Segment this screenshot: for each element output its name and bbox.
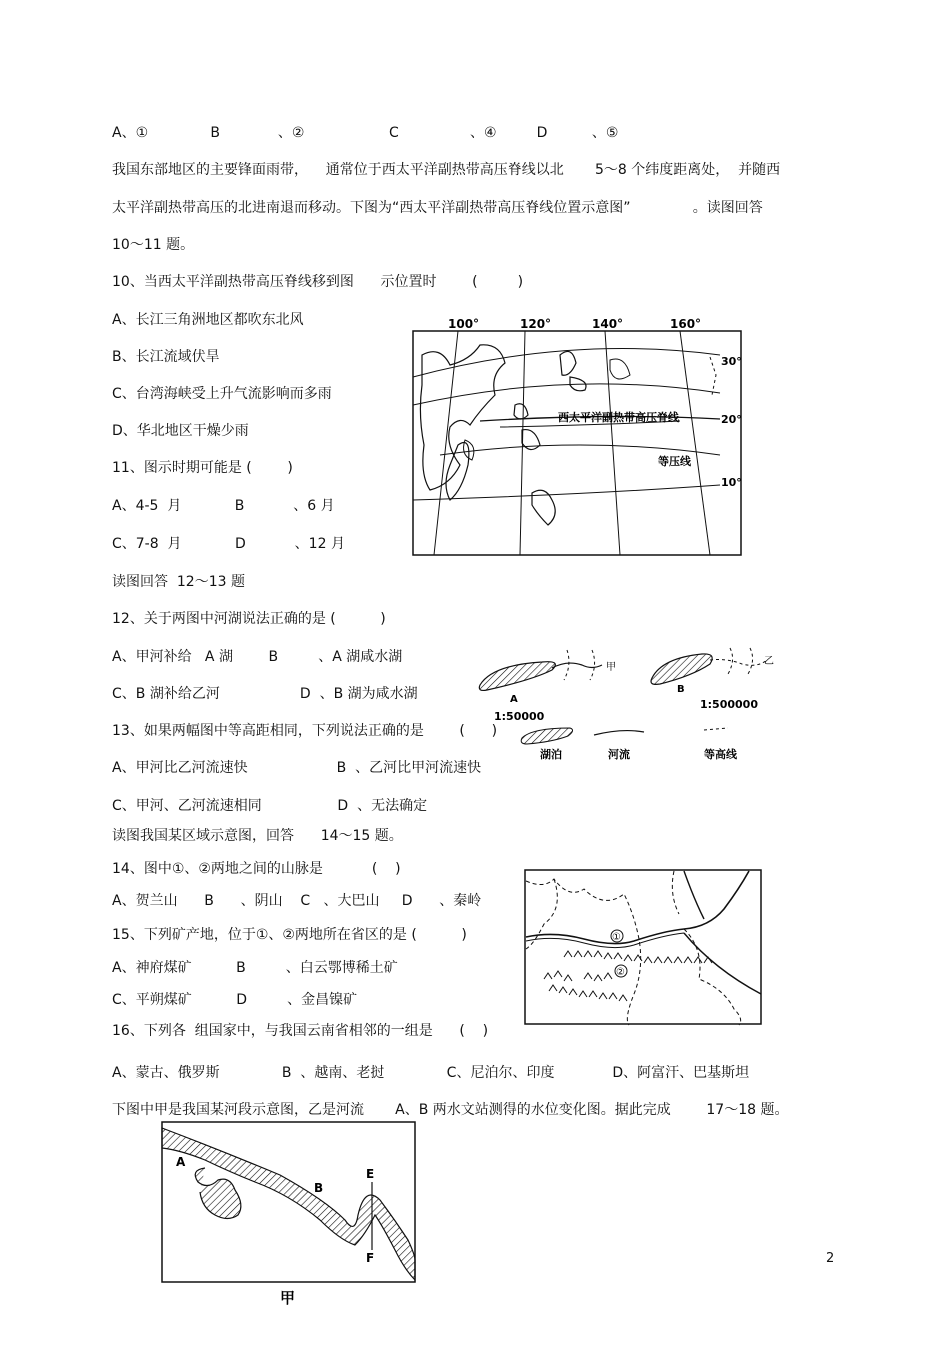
- lat-label-30: 30°: [721, 355, 742, 368]
- page-number: 2: [826, 1251, 835, 1266]
- lon-label-140: 140°: [592, 317, 624, 331]
- q13-options-cd: C、甲河、乙河流速相同 D 、无法确定: [112, 798, 428, 814]
- q9-options: A、① B 、② C 、④ D 、⑤: [112, 125, 619, 141]
- q13-options-ab: A、甲河比乙河流速快 B 、乙河比甲河流速快: [112, 760, 482, 776]
- scale-b: 1:500000: [700, 698, 758, 711]
- q11-options-ab: A、4-5 月 B 、6 月: [112, 498, 335, 514]
- question-10: 10、当西太平洋副热带高压脊线移到图 示位置时 ( ): [112, 274, 524, 290]
- label-a: A: [176, 1155, 186, 1169]
- question-16: 16、下列各 组国家中，与我国云南省相邻的一组是 ( ): [112, 1023, 489, 1039]
- isobar-label: 等压线: [658, 455, 691, 468]
- q12-options-ab: A、甲河补给 A 湖 B 、A 湖咸水湖: [112, 649, 403, 665]
- lon-label-160: 160°: [670, 317, 702, 331]
- legend-lake-symbol: [521, 728, 572, 744]
- legend-contour-symbol: [704, 728, 728, 730]
- river-section-figure: [160, 1120, 420, 1310]
- lon-label-120: 120°: [520, 317, 552, 331]
- q14-options: A、贺兰山 B 、阴山 C 、大巴山 D 、秦岭: [112, 893, 482, 909]
- label-f: F: [366, 1251, 375, 1265]
- label-e: E: [366, 1167, 375, 1181]
- ridge-label: 西太平洋副热带高压脊线: [558, 411, 679, 424]
- lon-label-100: 100°: [448, 317, 480, 331]
- question-12: 12、关于两图中河湖说法正确的是 ( ): [112, 611, 386, 627]
- river-yi-label: 乙: [764, 656, 774, 667]
- q11-options-cd: C、7-8 月 D 、12 月: [112, 536, 345, 552]
- lake-b: [651, 654, 712, 684]
- q16-options: A、蒙古、俄罗斯 B 、越南、老挝 C、尼泊尔、印度 D、阿富汗、巴基斯坦: [112, 1065, 750, 1081]
- q15-options-cd: C、平朔煤矿 D 、金昌镍矿: [112, 992, 358, 1008]
- intro-line-1: 我国东部地区的主要锋面雨带， 通常位于西太平洋副热带高压脊线以北 5～8 个纬度距离处， 并随西: [112, 162, 781, 178]
- q12-options-cd: C、B 湖补给乙河 D 、B 湖为咸水湖: [112, 686, 418, 702]
- scale-a: 1:50000: [494, 710, 545, 723]
- point-1-label: ①: [612, 932, 621, 943]
- read-14-15: 读图我国某区域示意图，回答 14～15 题。: [112, 828, 403, 844]
- read-12-13: 读图回答 12～13 题: [112, 574, 245, 590]
- q10-option-d: D、华北地区干燥少雨: [112, 423, 249, 439]
- question-11: 11、图示时期可能是 ( ): [112, 460, 293, 476]
- intro-line-2: 太平洋副热带高压的北进南退而移动。下图为“西太平洋副热带高压脊线位置示意图” 。读图回答: [112, 200, 763, 216]
- region-map: [524, 869, 764, 1027]
- lake-a-label: A: [510, 694, 518, 705]
- read-17-18: 下图中甲是我国某河段示意图，乙是河流 A、B 两水文站测得的水位变化图。据此完成 17～18 题。: [112, 1102, 789, 1118]
- intro-line-3: 10～11 题。: [112, 237, 195, 253]
- legend-contour-label: 等高线: [704, 748, 737, 761]
- lake-a: [479, 662, 555, 691]
- question-15: 15、下列矿产地，位于①、②两地所在省区的是 ( ): [112, 927, 467, 943]
- legend-river-symbol: [594, 731, 644, 735]
- figure-caption-jia: 甲: [280, 1289, 296, 1307]
- lat-label-10: 10°: [721, 476, 742, 489]
- subtropical-high-map: [410, 315, 745, 560]
- river-jia-label: 甲: [606, 662, 616, 673]
- legend-river-label: 河流: [608, 748, 630, 761]
- lakes-rivers-figure: [472, 640, 792, 765]
- label-b: B: [314, 1181, 324, 1195]
- lat-label-20: 20°: [721, 413, 742, 426]
- q10-option-c: C、台湾海峡受上升气流影响而多雨: [112, 386, 332, 402]
- q10-option-b: B、长江流域伏旱: [112, 349, 220, 365]
- q10-option-a: A、长江三角洲地区都吹东北风: [112, 312, 304, 328]
- question-13: 13、如果两幅图中等高距相同，下列说法正确的是 ( ): [112, 723, 498, 739]
- point-2-label: ②: [616, 967, 625, 978]
- question-14: 14、图中①、②两地之间的山脉是 ( ): [112, 861, 401, 877]
- lake-b-label: B: [677, 684, 685, 695]
- q15-options-ab: A、神府煤矿 B 、白云鄂博稀土矿: [112, 960, 398, 976]
- legend-lake-label: 湖泊: [540, 748, 562, 761]
